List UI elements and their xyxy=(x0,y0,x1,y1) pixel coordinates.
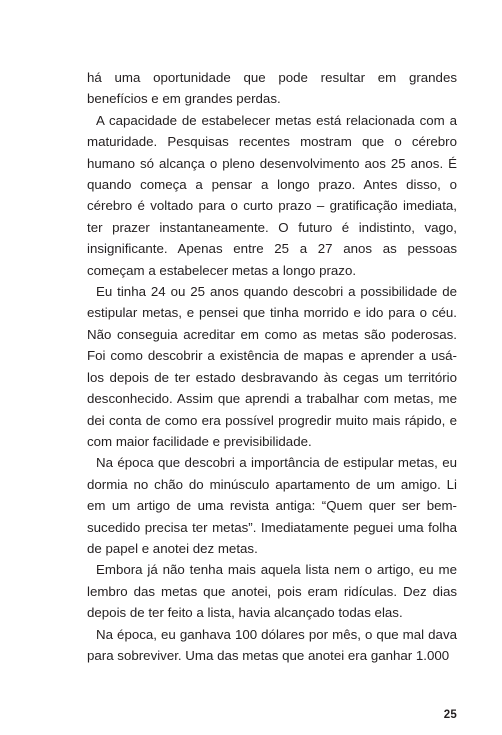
page-number: 25 xyxy=(443,709,457,721)
paragraph-magazine-article: Na época que descobri a importância de estipular metas, eu dormia no chão do minúsculo apartamento de um amigo. Li em um artigo de uma revista antiga: “Quem quer ser bem-sucedido precisa ter metas”. Imediatamente peguei uma folha de papel e anotei dez metas. xyxy=(87,455,457,556)
page-body xyxy=(87,67,457,666)
paragraph-discovery: Eu tinha 24 ou 25 anos quando descobri a possibilidade de estipular metas, e pensei que tinha morrido e ido para o céu. Não conseguia acreditar em como as metas são poderosas. Foi como descobrir a existência de mapas e aprender a usá-los depois de ter estado desbravando às cegas um território desconhecido. Assim que aprendi a trabalhar com metas, me dei conta de como era possível progredir muito mais rápido, e com maior facilidade e previsibilidade. xyxy=(87,284,457,449)
paragraph-income: Na época, eu ganhava 100 dólares por mês, o que mal dava para sobreviver. Uma das metas que anotei era ganhar 1.000 xyxy=(87,626,457,663)
paragraph-goal-list: Embora já não tenha mais aquela lista nem o artigo, eu me lembro das metas que anotei, pois eram ridículas. Dez dias depois de ter feito a lista, havia alcançado todas elas. xyxy=(87,562,457,621)
paragraph-maturity: A capacidade de estabelecer metas está relacionada com a maturidade. Pesquisas recentes mostram que o cérebro humano só alcança o pleno desenvolvimento aos 25 anos. É quando começa a pensar a longo prazo. Antes disso, o cérebro é voltado para o curto prazo – gratificação imediata, ter prazer instantaneamente. O futuro é indistinto, vago, insignificante. Apenas entre 25 a 27 anos as pessoas começam a estabelecer metas a longo prazo. xyxy=(87,112,457,278)
paragraph-continuation: há uma oportunidade que pode resultar em grandes benefícios e em grandes perdas. xyxy=(87,70,457,107)
